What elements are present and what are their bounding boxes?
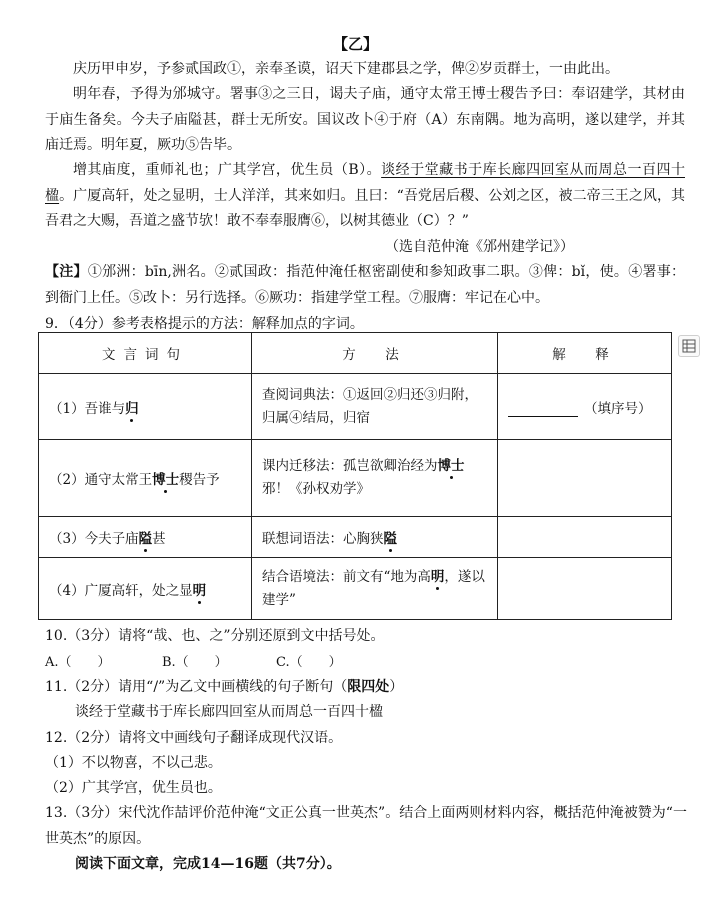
method-cell (252, 558, 498, 620)
header-explanation: 解 释 (498, 333, 672, 374)
phrase-text: （3）今夫子庙 (49, 531, 139, 547)
note-label: 【注】 (45, 264, 88, 280)
phrase-text: （4）广厦高轩，处之显 (49, 582, 193, 599)
option-c-blank[interactable]: C.（ ） (276, 655, 342, 670)
option-a-blank[interactable]: A.（ ） (45, 655, 111, 670)
question-10-stem: 10.（3分）请将“哉、也、之”分别还原到文中括号处。 (45, 628, 385, 644)
passage-paragraph-3 (45, 158, 685, 235)
note-text: ①邠洲：bīn,洲名。②贰国政：指范仲淹任枢密副使和参知政事二职。③俾：bǐ，使。④署事：到衙门上任。⑤改卜：另行选择。⑥厥功：指建学堂工程。⑦服膺：牢记在心中。 (45, 264, 686, 306)
dotted-word: 明 (192, 582, 207, 599)
next-section-instruction: 阅读下面文章，完成14—16题（共7分）。 (75, 856, 341, 872)
dotted-word: 归 (125, 400, 139, 417)
table-row (39, 440, 672, 517)
answer-cell[interactable] (498, 517, 672, 558)
answer-cell[interactable] (498, 440, 672, 517)
method-text-after: 邪！《孙权劝学》 (262, 481, 370, 497)
table-row (39, 517, 672, 558)
q12-item-1: （1）不以物喜，不以己悲。 (45, 755, 222, 771)
phrase-text: （1）吾谁与 (49, 400, 126, 417)
phrase-text-after: 甚 (152, 531, 166, 547)
table-header-row (39, 333, 672, 374)
answer-cell[interactable] (498, 374, 672, 440)
table-row (39, 374, 672, 440)
question-13-stem: 13.（3分）宋代沈作喆评价范仲淹“文正公真一世英杰”。结合上面两则材料内容，概括范仲淹被赞为“一世英杰”的原因。 (45, 805, 687, 847)
phrase-cell (39, 558, 252, 620)
phrase-text-after: 稷告予 (179, 472, 220, 488)
method-cell (252, 517, 498, 558)
q11-stem-text: 11.（2分）请用“/”为乙文中画横线的句子断句（ (45, 679, 348, 695)
dotted-word: 隘 (383, 531, 397, 547)
header-phrase: 文言词句 (39, 333, 252, 374)
question-9-stem: 9．（4分）参考表格提示的方法：解释加点的字词。 (45, 316, 364, 332)
table-row (39, 558, 672, 620)
passage-p3-before: 增其庙度，重师礼也；广其学宫，优生员（B）。 (73, 162, 382, 178)
phrase-cell (39, 374, 252, 440)
method-text: 课内迁移法：孤岂欲卿治经为 (262, 458, 438, 474)
q11-sentence[interactable]: 谈经于堂藏书于库长廊四回室从而周总一百四十楹 (75, 704, 383, 720)
option-b-blank[interactable]: B.（ ） (162, 655, 228, 670)
annotation-notes (45, 260, 685, 311)
table-tool-icon[interactable] (678, 335, 700, 357)
dotted-word: 隘 (138, 531, 153, 547)
method-text-after: ，遂以建学” (262, 568, 485, 608)
dotted-word: 博士 (152, 472, 180, 488)
q11-limit: 限四处 (347, 679, 390, 695)
answer-cell[interactable] (498, 558, 672, 620)
section-heading: 【乙】 (332, 35, 378, 53)
method-text: 结合语境法：前文有“地为高 (262, 568, 431, 585)
method-cell: 查阅词典法：①返回②归还③归附，归属④结局，归宿 (252, 374, 498, 440)
q11-stem-close: ） (389, 679, 404, 695)
answer-hint: （填序号） (584, 400, 652, 417)
phrase-text: （2）通守太常王 (49, 472, 153, 488)
underlined-sentence: 谈经于堂藏书于库长廊四回室从而周总一百四十楹 (45, 162, 685, 204)
question-12-stem: 12.（2分）请将文中画线句子翻译成现代汉语。 (45, 730, 343, 746)
header-method: 方 法 (252, 333, 498, 374)
question-9-table (38, 332, 672, 620)
method-text: 联想词语法：心胸狭 (262, 531, 384, 547)
source-citation: （选自范仲淹《邠州建学记》） (385, 239, 574, 255)
dotted-word: 明 (430, 568, 445, 585)
passage-paragraph-1: 庆历甲申岁，予参贰国政①，亲奉圣谟，诏天下建郡县之学，俾②岁贡群士，一由此出。 (73, 61, 619, 77)
q12-item-2: （2）广其学宫，优生员也。 (45, 780, 222, 796)
phrase-cell (39, 517, 252, 558)
method-cell (252, 440, 498, 517)
passage-paragraph-2: 明年春，予得为邠城守。署事③之三日，谒夫子庙，通守太常王博士稷告予曰：奉诏建学，其材由于庙生备矣。今夫子庙隘甚，群士无所安。国议改卜④于府（A）东南隅。地为高明，遂以建学，并其庙迁焉。明年夏，厥功⑤告毕。 (45, 86, 685, 153)
passage-p3-after: 。广厦高轩，处之显明，士人洋洋，其来如归。且曰：“吾党居后稷、公刘之区，被二帝三王之风，其吾君之大赐，吾道之盛节欤！敢不奉奉服膺⑥，以树其德业（C）？” (45, 187, 686, 229)
phrase-cell (39, 440, 252, 517)
question-11-stem (45, 676, 403, 696)
dotted-word: 博士 (437, 458, 465, 474)
answer-blank[interactable] (508, 402, 578, 417)
